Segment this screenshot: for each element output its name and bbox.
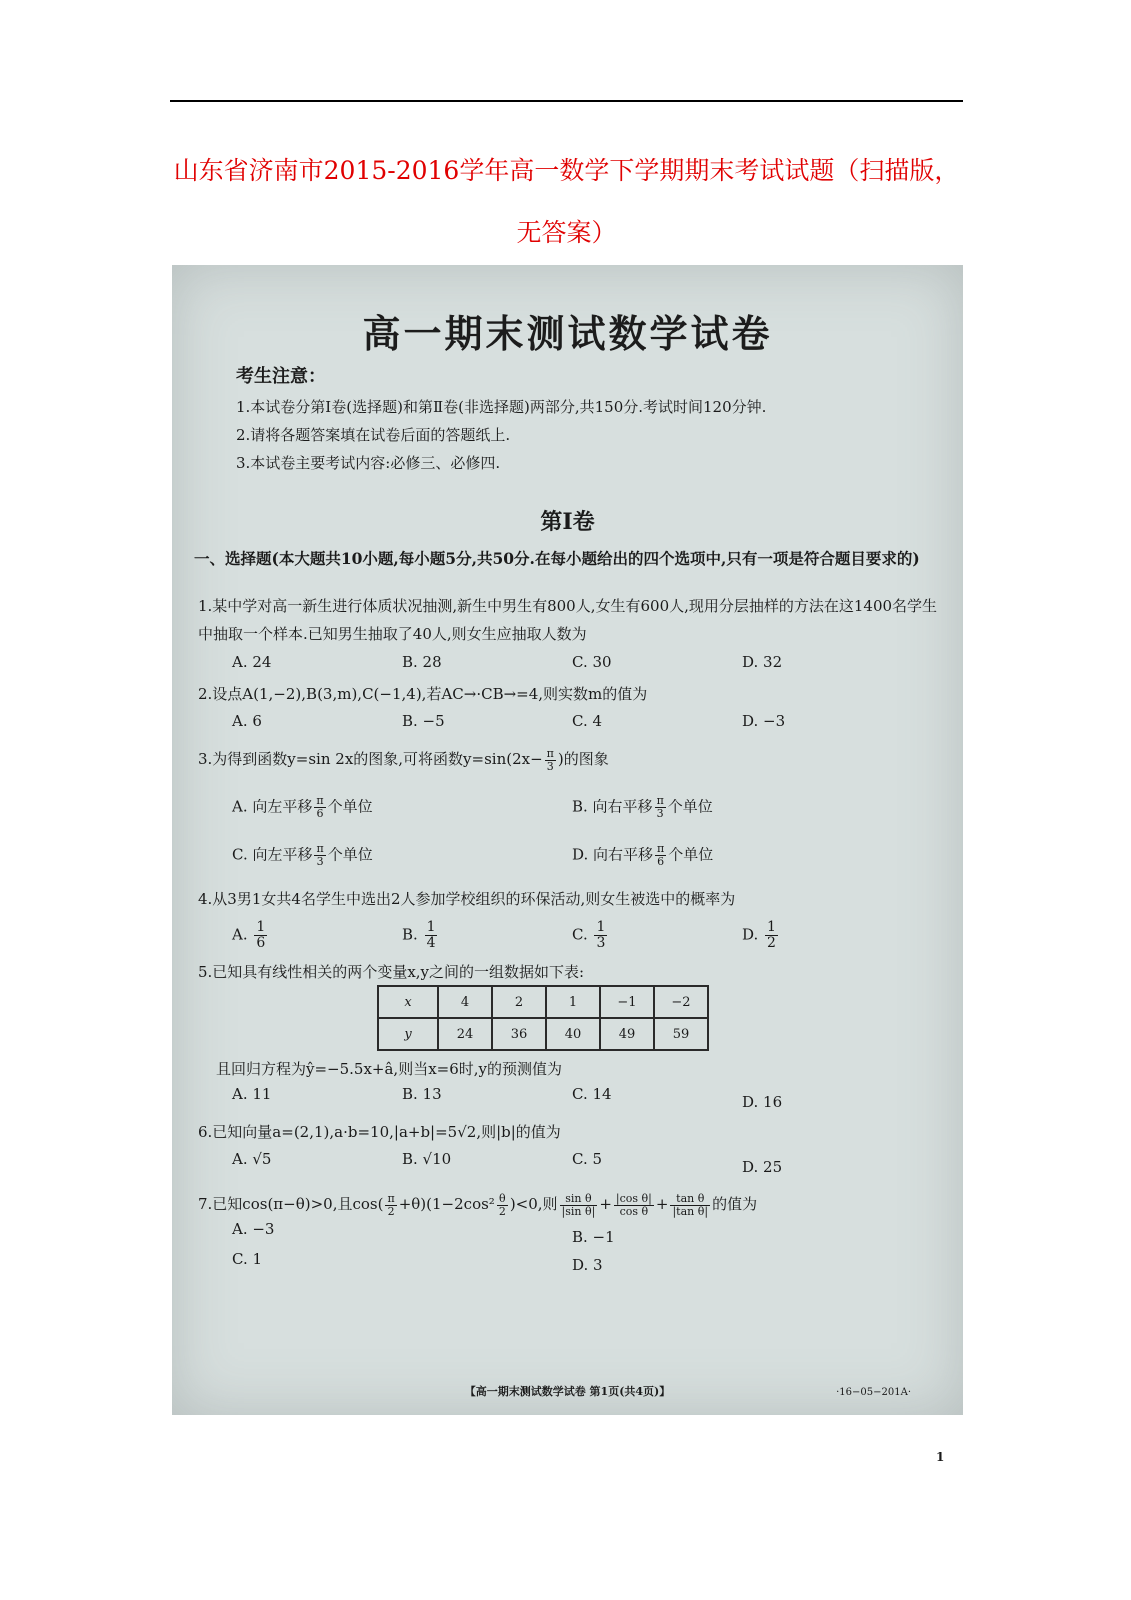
numerator: π bbox=[657, 842, 665, 855]
question-1-stem: 1.某中学对高一新生进行体质状况抽测,新生中男生有800人,女生有600人,现用分层抽样的方法在这1400名学生中抽取一个样本.已知男生抽取了40人,则女生应抽取人数为 bbox=[198, 597, 938, 643]
option: A. −3 bbox=[232, 1220, 275, 1238]
question-5-stem: 5.已知具有线性相关的两个变量x,y之间的一组数据如下表: bbox=[198, 963, 585, 981]
option-text: A. bbox=[232, 925, 253, 944]
notice-item: 1.本试卷分第Ⅰ卷(选择题)和第Ⅱ卷(非选择题)两部分,共150分.考试时间120分钟. bbox=[236, 398, 767, 416]
numerator: π bbox=[316, 842, 324, 855]
fraction bbox=[655, 843, 666, 868]
denominator: |tan θ| bbox=[672, 1204, 709, 1218]
option: C. 5 bbox=[572, 1150, 603, 1168]
fraction bbox=[385, 1193, 396, 1218]
table-cell: 36 bbox=[492, 1018, 546, 1050]
option: A. √5 bbox=[232, 1150, 272, 1168]
option-text: C. 向左平移 bbox=[232, 845, 313, 864]
denominator: 6 bbox=[657, 855, 665, 868]
fraction bbox=[497, 1193, 508, 1218]
page-number: 1 bbox=[936, 1450, 945, 1464]
part-heading: 第Ⅰ卷 bbox=[540, 509, 595, 535]
denominator: 2 bbox=[387, 1204, 395, 1218]
table-cell: 1 bbox=[546, 986, 600, 1018]
notice-heading: 考生注意： bbox=[236, 366, 326, 387]
option: D. 32 bbox=[742, 653, 783, 671]
numerator: π bbox=[656, 794, 664, 807]
denominator: 6 bbox=[316, 807, 324, 820]
option-text: 个单位 bbox=[327, 845, 373, 864]
fraction bbox=[765, 920, 778, 951]
numerator: 1 bbox=[256, 919, 266, 935]
numerator: π bbox=[546, 746, 554, 760]
stem-text: +θ)(1−2cos² bbox=[398, 1195, 495, 1213]
stem-text: )<0,则 bbox=[509, 1195, 558, 1213]
denominator: |sin θ| bbox=[561, 1204, 596, 1218]
fraction bbox=[314, 843, 325, 868]
data-table bbox=[377, 985, 709, 1051]
question-5-followup: 且回归方程为ŷ=−5.5x+â,则当x=6时,y的预测值为 bbox=[216, 1060, 563, 1078]
fraction bbox=[314, 795, 325, 820]
section-heading: 一、选择题(本大题共10小题,每小题5分,共50分.在每小题给出的四个选项中,只有一项是符合题目要求的) bbox=[194, 549, 920, 568]
fraction bbox=[545, 748, 556, 773]
notice-item: 2.请将各题答案填在试卷后面的答题纸上. bbox=[236, 426, 511, 444]
option: B. −5 bbox=[402, 712, 445, 730]
notice-item: 3.本试卷主要考试内容:必修三、必修四. bbox=[236, 454, 501, 472]
denominator: 4 bbox=[426, 935, 436, 951]
option: B. −1 bbox=[572, 1228, 615, 1246]
option: D. −3 bbox=[742, 712, 786, 730]
denominator: 3 bbox=[596, 935, 606, 951]
table-cell: 49 bbox=[600, 1018, 654, 1050]
option bbox=[232, 920, 269, 951]
denominator: 6 bbox=[256, 935, 266, 951]
exam-footer-label: 【高一期末测试数学试卷 第1页(共4页)】 bbox=[464, 1385, 671, 1398]
table-row bbox=[378, 986, 708, 1018]
denominator: 3 bbox=[656, 807, 664, 820]
question-3-stem bbox=[198, 745, 943, 773]
table-cell: 2 bbox=[492, 986, 546, 1018]
top-rule bbox=[170, 100, 963, 102]
fraction bbox=[655, 795, 666, 820]
notice-list bbox=[236, 393, 936, 477]
option bbox=[232, 843, 373, 868]
table-cell: y bbox=[378, 1018, 438, 1050]
table-cell: 4 bbox=[438, 986, 492, 1018]
numerator: |cos θ| bbox=[615, 1191, 652, 1205]
table-cell: −1 bbox=[600, 986, 654, 1018]
option-text: 个单位 bbox=[327, 797, 373, 816]
numerator: θ bbox=[497, 1193, 508, 1206]
option: A. 11 bbox=[232, 1085, 272, 1103]
numerator: π bbox=[316, 794, 324, 807]
option: B. 13 bbox=[402, 1085, 442, 1103]
option: B. √10 bbox=[402, 1150, 452, 1168]
option-text: B. bbox=[402, 925, 423, 944]
option: C. 4 bbox=[572, 712, 603, 730]
fraction bbox=[614, 1193, 654, 1218]
numerator: tan θ bbox=[670, 1193, 710, 1206]
exam-footer-code: ·16−05−201A· bbox=[836, 1387, 911, 1398]
fraction bbox=[670, 1193, 710, 1218]
fraction bbox=[560, 1193, 598, 1218]
denominator: 3 bbox=[546, 759, 554, 773]
option-text: B. 向右平移 bbox=[572, 797, 653, 816]
numerator: 1 bbox=[767, 919, 776, 935]
option: C. 1 bbox=[232, 1250, 263, 1268]
question-4-stem: 4.从3男1女共4名学生中选出2人参加学校组织的环保活动,则女生被选中的概率为 bbox=[198, 890, 736, 908]
question-7-stem: 7.已知cos(π−θ)>0,且cos( $\frac{\pi}{2}$ +θ)(1−2cos² $\frac{\theta}{2}$ )<0,则 $\frac{\text{sin θ}}{\text{|sin θ|}}$ + $\frac{\text{|cos θ|}}{\text{cos θ}}$ + $\frac{\text{tan θ}}{\text{|tan θ|}}$ 的值为 bbox=[198, 1191, 758, 1218]
option bbox=[572, 795, 713, 820]
option: D. 3 bbox=[572, 1256, 603, 1274]
option-text: D. 向右平移 bbox=[572, 845, 654, 864]
stem-text: )的图象 bbox=[557, 750, 609, 768]
option: D. 16 bbox=[742, 1093, 783, 1111]
option: A. 24 bbox=[232, 653, 272, 671]
table-cell: −2 bbox=[654, 986, 708, 1018]
fraction bbox=[594, 920, 607, 951]
numerator: π bbox=[387, 1191, 395, 1205]
denominator: 2 bbox=[767, 935, 776, 951]
option: A. 6 bbox=[232, 712, 262, 730]
numerator: sin θ bbox=[560, 1193, 598, 1206]
numerator: 1 bbox=[596, 919, 606, 935]
option: C. 30 bbox=[572, 653, 612, 671]
question-2-stem: 2.设点A(1,−2),B(3,m),C(−1,4),若AC→·CB→=4,则实数m的值为 bbox=[198, 685, 648, 703]
option-text: 个单位 bbox=[667, 797, 713, 816]
question-6-stem: 6.已知向量a=(2,1),a·b=10,|a+b|=5√2,则|b|的值为 bbox=[198, 1123, 561, 1141]
option bbox=[572, 920, 609, 951]
option-text: 个单位 bbox=[668, 845, 714, 864]
table-cell: 40 bbox=[546, 1018, 600, 1050]
option bbox=[572, 843, 713, 868]
denominator: cos θ bbox=[619, 1204, 649, 1218]
option-text: A. 向左平移 bbox=[232, 797, 313, 816]
option: D. 25 bbox=[742, 1158, 783, 1176]
denominator: 3 bbox=[316, 855, 324, 868]
exam-title: 高一期末测试数学试卷 bbox=[362, 311, 773, 356]
denominator: 2 bbox=[498, 1204, 506, 1218]
table-cell: 59 bbox=[654, 1018, 708, 1050]
option-text: D. bbox=[742, 925, 764, 944]
table-cell: 24 bbox=[438, 1018, 492, 1050]
stem-text: 3.为得到函数y=sin 2x的图象,可将函数y=sin(2x− bbox=[198, 750, 543, 768]
table-cell: x bbox=[378, 986, 438, 1018]
numerator: 1 bbox=[426, 919, 436, 935]
option-text: C. bbox=[572, 925, 593, 944]
stem-text: 的值为 bbox=[712, 1195, 758, 1213]
fraction bbox=[425, 920, 438, 951]
fraction bbox=[254, 920, 267, 951]
table-row bbox=[378, 1018, 708, 1050]
stem-text: 7.已知cos(π−θ)>0,且cos( bbox=[198, 1195, 384, 1213]
option bbox=[232, 795, 373, 820]
option bbox=[742, 920, 780, 951]
scanned-exam-page bbox=[172, 265, 963, 1415]
option bbox=[402, 920, 439, 951]
document-title: 山东省济南市2015-2016学年高一数学下学期期末考试试题（扫描版，无答案） bbox=[173, 156, 960, 247]
option: B. 28 bbox=[402, 653, 442, 671]
option: C. 14 bbox=[572, 1085, 612, 1103]
